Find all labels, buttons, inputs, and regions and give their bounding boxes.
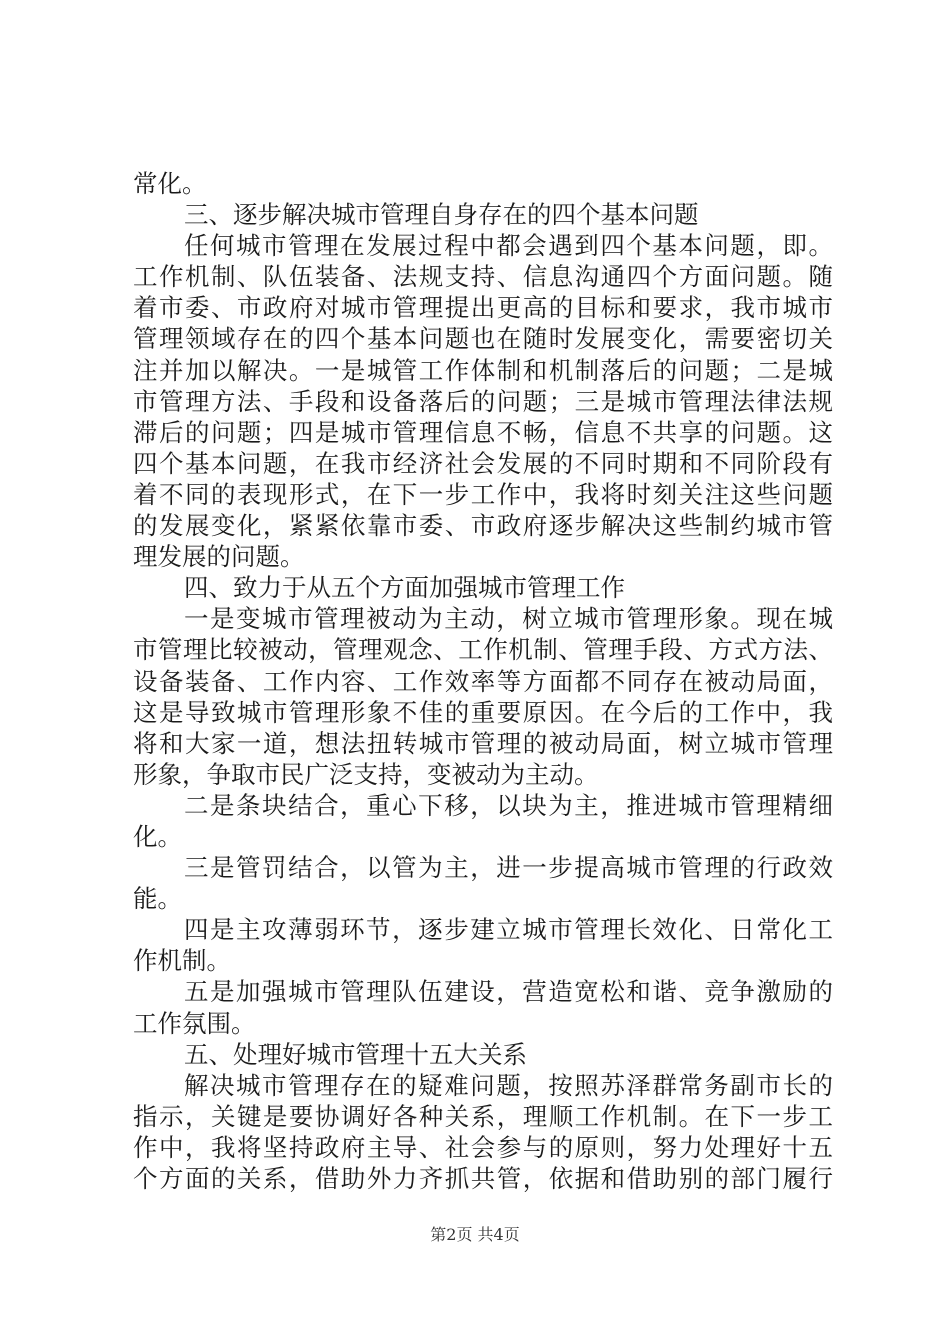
document-body <box>133 168 833 1194</box>
text-line: 着市委、市政府对城市管理提出更高的目标和要求，我市城市 <box>133 293 833 323</box>
text-line: 的发展变化，紧紧依靠市委、市政府逐步解决这些制约城市管 <box>133 511 833 541</box>
text-line: 五、处理好城市管理十五大关系 <box>184 1039 527 1069</box>
text-line: 市管理比较被动，管理观念、工作机制、管理手段、方式方法、 <box>133 635 833 665</box>
text-line: 滞后的问题；四是城市管理信息不畅，信息不共享的问题。这 <box>133 417 833 447</box>
text-line: 注并加以解决。一是城管工作体制和机制落后的问题；二是城 <box>133 355 833 385</box>
text-line: 作中，我将坚持政府主导、社会参与的原则，努力处理好十五 <box>133 1132 833 1162</box>
text-line: 作机制。 <box>133 946 231 976</box>
text-line: 任何城市管理在发展过程中都会遇到四个基本问题，即。 <box>184 231 833 261</box>
text-line: 能。 <box>133 884 182 914</box>
text-line: 指示，关键是要协调好各种关系，理顺工作机制。在下一步工 <box>133 1101 833 1131</box>
text-line: 四是主攻薄弱环节，逐步建立城市管理长效化、日常化工 <box>184 915 833 945</box>
text-line: 四、致力于从五个方面加强城市管理工作 <box>184 573 625 603</box>
page-footer: 第2页 共4页 <box>430 1225 520 1244</box>
text-line: 管理领域存在的四个基本问题也在随时发展变化，需要密切关 <box>133 324 833 354</box>
text-line: 市管理方法、手段和设备落后的问题；三是城市管理法律法规 <box>133 386 833 416</box>
text-line: 个方面的关系，借助外力齐抓共管，依据和借助别的部门履行 <box>133 1164 833 1193</box>
text-line: 工作氛围。 <box>133 1008 256 1038</box>
text-line: 工作机制、队伍装备、法规支持、信息沟通四个方面问题。随 <box>133 262 833 292</box>
text-line: 三是管罚结合，以管为主，进一步提高城市管理的行政效 <box>184 853 833 883</box>
text-line: 将和大家一道，想法扭转城市管理的被动局面，树立城市管理 <box>133 728 833 758</box>
text-line: 常化。 <box>133 169 207 198</box>
text-line: 理发展的问题。 <box>133 542 305 572</box>
text-line: 一是变城市管理被动为主动，树立城市管理形象。现在城 <box>184 604 833 634</box>
text-line: 化。 <box>133 821 182 851</box>
text-line: 形象，争取市民广泛支持，变被动为主动。 <box>133 759 599 789</box>
text-line: 五是加强城市管理队伍建设，营造宽松和谐、竞争激励的 <box>184 977 833 1007</box>
text-line: 着不同的表现形式，在下一步工作中，我将时刻关注这些问题 <box>133 479 833 509</box>
text-line: 这是导致城市管理形象不佳的重要原因。在今后的工作中，我 <box>133 697 833 727</box>
text-line: 解决城市管理存在的疑难问题，按照苏泽群常务副市长的 <box>184 1070 833 1100</box>
text-line: 二是条块结合，重心下移，以块为主，推进城市管理精细 <box>184 790 833 820</box>
text-line: 设备装备、工作内容、工作效率等方面都不同存在被动局面， <box>133 666 833 696</box>
text-line: 四个基本问题，在我市经济社会发展的不同时期和不同阶段有 <box>133 448 833 478</box>
text-line: 三、逐步解决城市管理自身存在的四个基本问题 <box>184 200 699 230</box>
